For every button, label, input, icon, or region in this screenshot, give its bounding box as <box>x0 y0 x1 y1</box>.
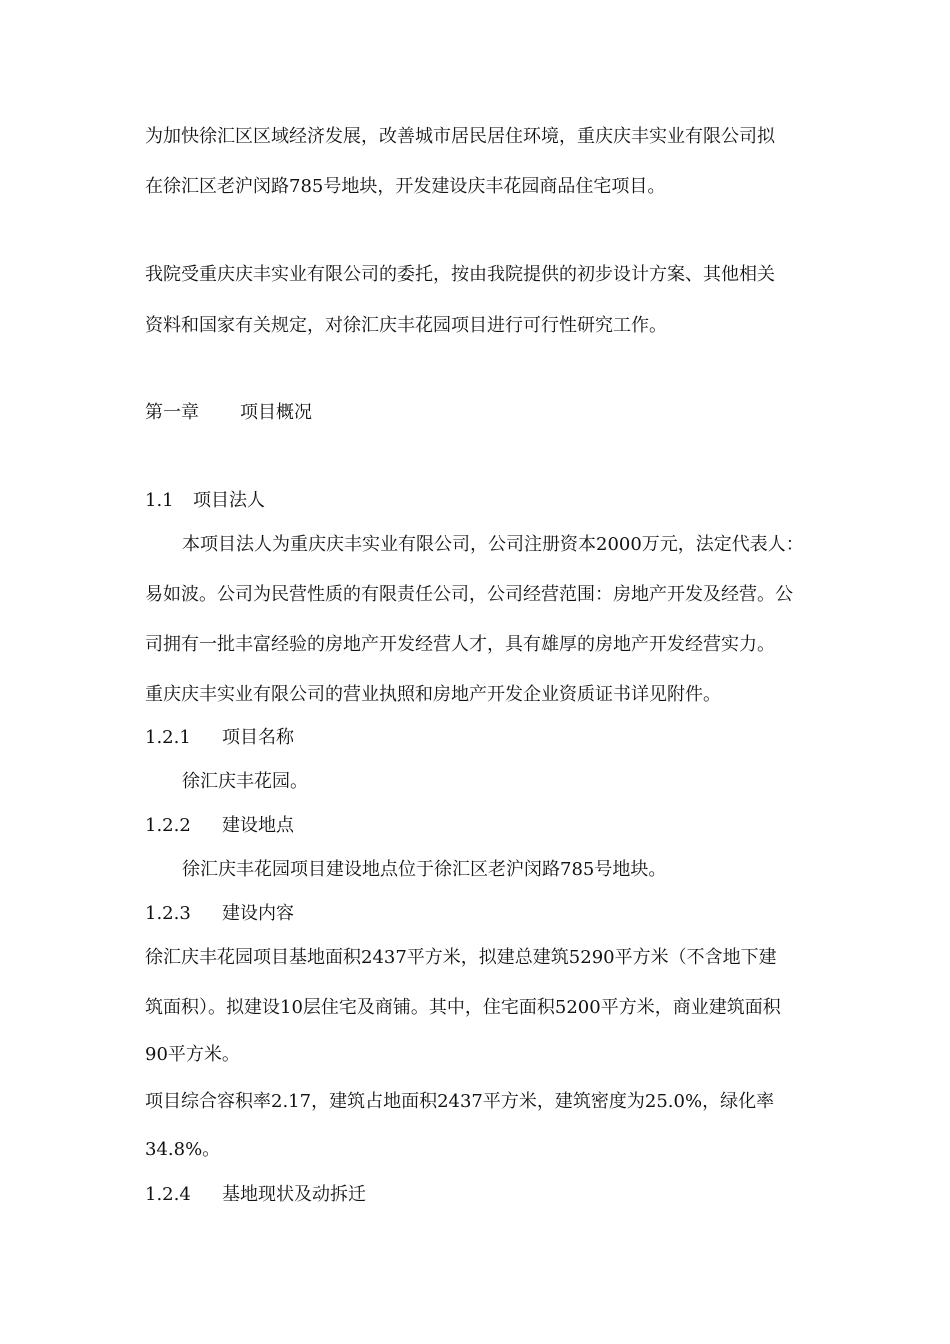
section-number: 1.1 <box>145 490 174 511</box>
section-1-2-1-heading <box>145 726 294 750</box>
intro-paragraph-2-line-2: 资料和国家有关规定，对徐汇庆丰花园项目进行可行性研究工作。 <box>145 315 667 336</box>
section-title: 基地现状及动拆迁 <box>222 1184 366 1205</box>
section-1-2-2-body: 徐汇庆丰花园项目建设地点位于徐汇区老沪闵路785号地块。 <box>182 859 667 880</box>
section-1-2-4-heading <box>145 1183 366 1207</box>
section-1-2-3-heading <box>145 902 294 926</box>
chapter-label: 第一章 <box>145 402 199 423</box>
intro-paragraph-2-line-1: 我院受重庆庆丰实业有限公司的委托，按由我院提供的初步设计方案、其他相关 <box>145 264 775 285</box>
section-number: 1.2.3 <box>145 903 191 924</box>
section-1-2-3-line-5: 34.8%。 <box>145 1139 221 1160</box>
section-title: 项目法人 <box>193 490 265 511</box>
section-number: 1.2.2 <box>145 815 191 836</box>
section-1-2-3-line-2: 筑面积）。拟建设10层住宅及商铺。其中，住宅面积5200平方米，商业建筑面积 <box>145 997 781 1018</box>
section-1-1-line-3: 司拥有一批丰富经验的房地产开发经营人才，具有雄厚的房地产开发经营实力。 <box>145 634 775 655</box>
section-1-2-3-line-3: 90平方米。 <box>145 1044 240 1065</box>
chapter-title: 项目概况 <box>240 402 312 423</box>
section-1-2-1-body: 徐汇庆丰花园。 <box>182 771 308 792</box>
section-title: 建设地点 <box>222 815 294 836</box>
section-1-1-line-1: 本项目法人为重庆庆丰实业有限公司，公司注册资本2000万元，法定代表人： <box>182 534 804 555</box>
section-1-2-3-line-1: 徐汇庆丰花园项目基地面积2437平方米，拟建总建筑5290平方米（不含地下建 <box>145 947 777 968</box>
section-number: 1.2.4 <box>145 1184 191 1205</box>
section-1-1-line-2: 易如波。公司为民营性质的有限责任公司，公司经营范围：房地产开发及经营。公 <box>145 584 793 605</box>
section-number: 1.2.1 <box>145 727 191 748</box>
section-1-2-3-line-4: 项目综合容积率2.17，建筑占地面积2437平方米，建筑密度为25.0%，绿化率 <box>145 1091 775 1112</box>
chapter-1-heading <box>145 401 312 425</box>
section-1-1-heading <box>145 489 265 513</box>
section-title: 项目名称 <box>222 727 294 748</box>
section-1-1-line-4: 重庆庆丰实业有限公司的营业执照和房地产开发企业资质证书详见附件。 <box>145 684 721 705</box>
section-1-2-2-heading <box>145 814 294 838</box>
intro-paragraph-1-line-1: 为加快徐汇区区域经济发展，改善城市居民居住环境，重庆庆丰实业有限公司拟 <box>145 126 775 147</box>
intro-paragraph-1-line-2: 在徐汇区老沪闵路785号地块，开发建设庆丰花园商品住宅项目。 <box>145 176 666 197</box>
section-title: 建设内容 <box>222 903 294 924</box>
